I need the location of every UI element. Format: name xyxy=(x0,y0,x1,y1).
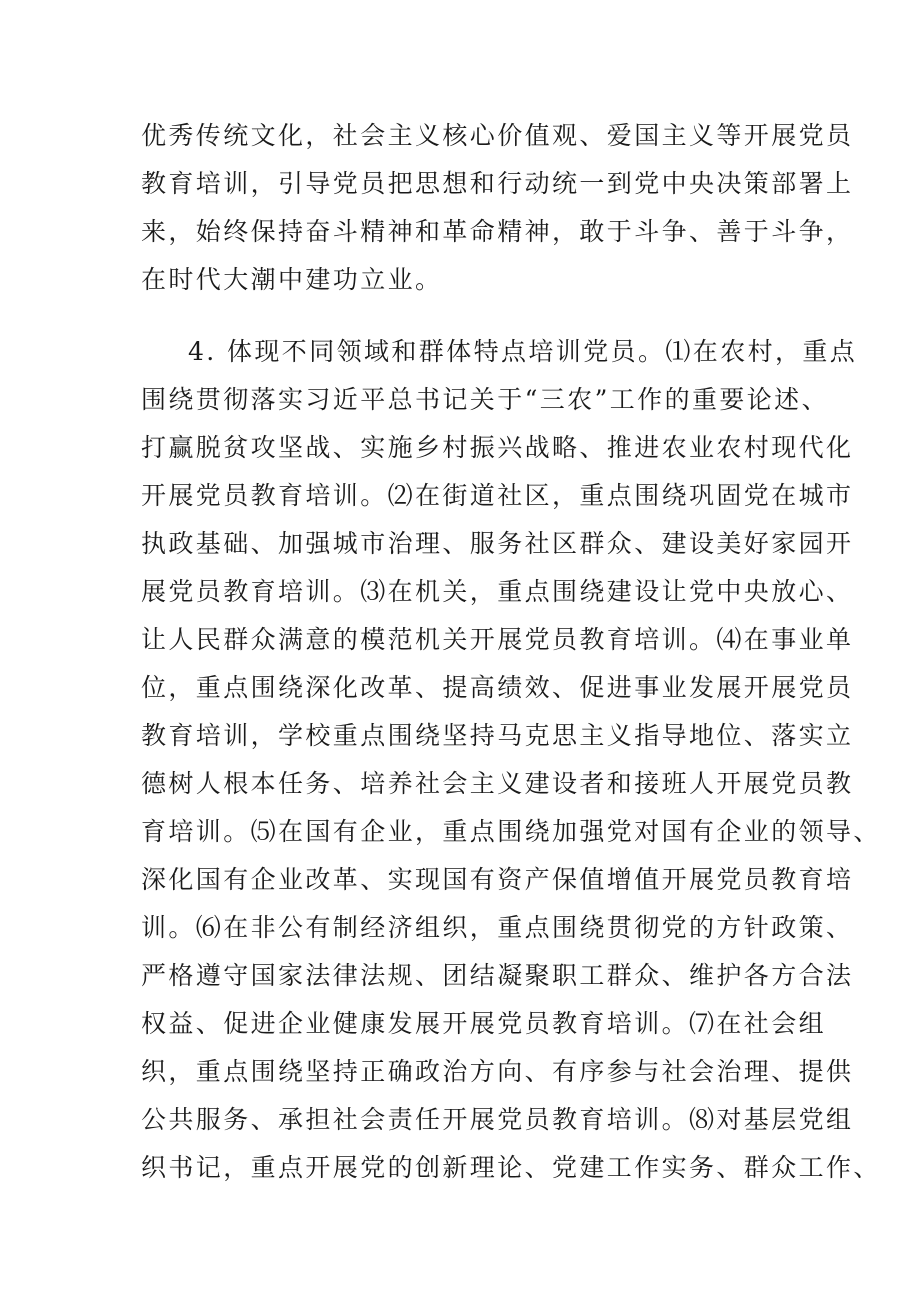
text-line: 开展党员教育培训。⑵在街道社区，重点围绕巩固党在城市 xyxy=(141,481,854,510)
text-line: 德树人根本任务、培养社会主义建设者和接班人开展党员教 xyxy=(141,769,854,798)
text-line: 来，始终保持奋斗精神和革命精神，敢于斗争、善于斗争， xyxy=(141,217,854,246)
text-line: 在时代大潮中建功立业。 xyxy=(141,265,443,294)
text-line: 深化国有企业改革、实现国有资产保值增值开展党员教育培 xyxy=(141,865,854,894)
text-line: 育培训。⑸在国有企业，重点围绕加强党对国有企业的领导、 xyxy=(141,817,881,846)
text-line: 训。⑹在非公有制经济组织，重点围绕贯彻党的方针政策、 xyxy=(141,913,854,942)
text-line: 严格遵守国家法律法规、团结凝聚职工群众、维护各方合法 xyxy=(141,961,854,990)
text-line: 织，重点围绕坚持正确政治方向、有序参与社会治理、提供 xyxy=(141,1057,854,1086)
text-line: 4. 体现不同领域和群体特点培训党员。⑴在农村，重点 xyxy=(188,337,858,366)
text-line: 位，重点围绕深化改革、提高绩效、促进事业发展开展党员 xyxy=(141,673,854,702)
text-line: 权益、促进企业健康发展开展党员教育培训。⑺在社会组 xyxy=(141,1009,827,1038)
text-line: 教育培训，学校重点围绕坚持马克思主义指导地位、落实立 xyxy=(141,721,854,750)
text-line: 公共服务、承担社会责任开展党员教育培训。⑻对基层党组 xyxy=(141,1105,854,1134)
text-line: 教育培训，引导党员把思想和行动统一到党中央决策部署上 xyxy=(141,169,854,198)
text-line: 执政基础、加强城市治理、服务社区群众、建设美好家园开 xyxy=(141,529,854,558)
text-line: 展党员教育培训。⑶在机关，重点围绕建设让党中央放心、 xyxy=(141,577,854,606)
text-line: 让人民群众满意的模范机关开展党员教育培训。⑷在事业单 xyxy=(141,625,854,654)
text-line: 围绕贯彻落实习近平总书记关于“三农”工作的重要论述、 xyxy=(141,385,829,414)
text-line: 优秀传统文化，社会主义核心价值观、爱国主义等开展党员 xyxy=(141,121,854,150)
text-line: 织书记，重点开展党的创新理论、党建工作实务、群众工作、 xyxy=(141,1153,881,1182)
text-line: 打赢脱贫攻坚战、实施乡村振兴战略、推进农业农村现代化 xyxy=(141,433,854,462)
